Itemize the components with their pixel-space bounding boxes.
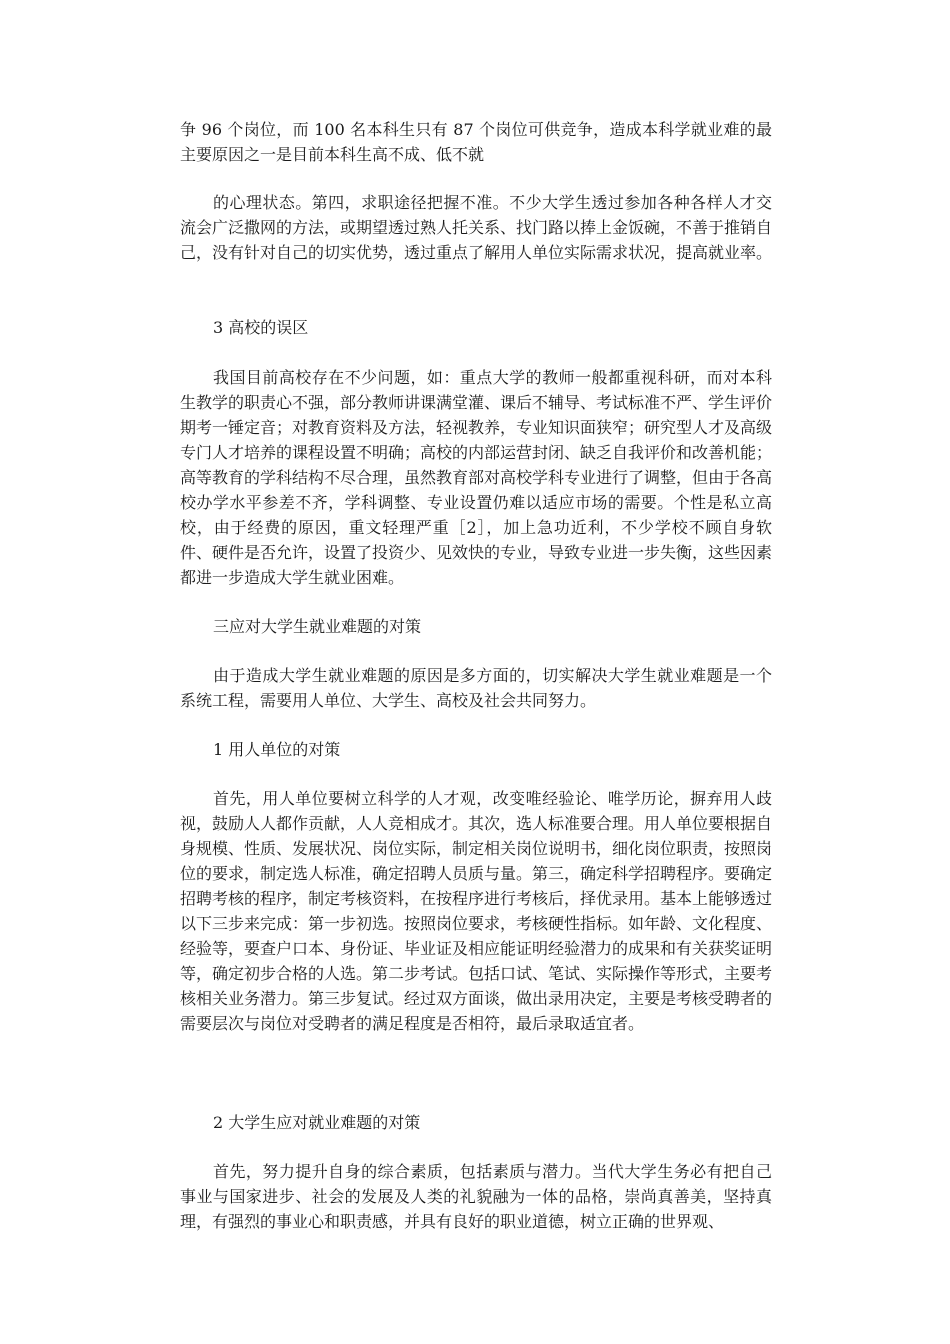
section-heading-countermeasures: 三应对大学生就业难题的对策 xyxy=(213,617,422,636)
paragraph-continuation: 争 96 个岗位，而 100 名本科生只有 87 个岗位可供竞争，造成本科学就业难的最主要原因之一是目前本科生高不成、低不就 xyxy=(180,120,772,164)
section-heading-employer-countermeasures: 1 用人单位的对策 xyxy=(213,740,341,759)
section-heading-university-misconceptions: 3 高校的误区 xyxy=(213,318,309,337)
section-heading-student-countermeasures: 2 大学生应对就业难题的对策 xyxy=(213,1113,421,1132)
paragraph-employer-countermeasures: 首先，用人单位要树立科学的人才观，改变唯经验论、唯学历论，摒弃用人歧视，鼓励人人都作贡献，人人竞相成才。其次，选人标准要合理。用人单位要根据自身规模、性质、发展状况、岗位实际，制定相关岗位说明书，细化岗位职责，按照岗位的要求，制定选人标准，确定招聘人员质与量。第三，确定科学招聘程序。要确定招聘考核的程序，制定考核资料，在按程序进行考核后，择优录用。基本上能够透过以下三步来完成：第一步初选。按照岗位要求，考核硬性指标。如年龄、文化程度、经验等，要查户口本、身份证、毕业证及相应能证明经验潜力的成果和有关获奖证明等，确定初步合格的人选。第二步考试。包括口试、笔试、实际操作等形式，主要考核相关业务潜力。第三步复试。经过双方面谈，做出录用决定，主要是考核受聘者的需要层次与岗位对受聘者的满足程度是否相符，最后录取适宜者。 xyxy=(180,789,773,1033)
paragraph-countermeasures-intro: 由于造成大学生就业难题的原因是多方面的，切实解决大学生就业难题是一个系统工程，需要用人单位、大学生、高校及社会共同努力。 xyxy=(180,666,772,710)
paragraph-job-search: 的心理状态。第四，求职途径把握不准。不少大学生透过参加各种各样人才交流会广泛撒网的方法，或期望透过熟人托关系、找门路以捧上金饭碗，不善于推销自己，没有针对自己的切实优势，透过重点了解用人单位实际需求状况，提高就业率。 xyxy=(180,193,773,262)
paragraph-university-problems: 我国目前高校存在不少问题，如：重点大学的教师一般都重视科研，而对本科生教学的职责心不强，部分教师讲课满堂灌、课后不辅导、考试标准不严、学生评价期考一锤定音；对教育资料及方法，轻视教养，专业知识面狭窄；研究型人才及高级专门人才培养的课程设置不明确；高校的内部运营封闭、缺乏自我评价和改善机能；高等教育的学科结构不尽合理，虽然教育部对高校学科专业进行了调整，但由于各高校办学水平参差不齐，学科调整、专业设置仍难以适应市场的需要。个性是私立高校，由于经费的原因，重文轻理严重［2］，加上急功近利，不少学校不顾自身软件、硬件是否允许，设置了投资少、见效快的专业，导致专业进一步失衡，这些因素都进一步造成大学生就业困难。 xyxy=(180,368,773,587)
paragraph-student-countermeasures: 首先，努力提升自身的综合素质，包括素质与潜力。当代大学生务必有把自己事业与国家进步、社会的发展及人类的礼貌融为一体的品格，崇尚真善美，坚持真理，有强烈的事业心和职责感，并具有良好的职业道德，树立正确的世界观、 xyxy=(180,1162,772,1231)
